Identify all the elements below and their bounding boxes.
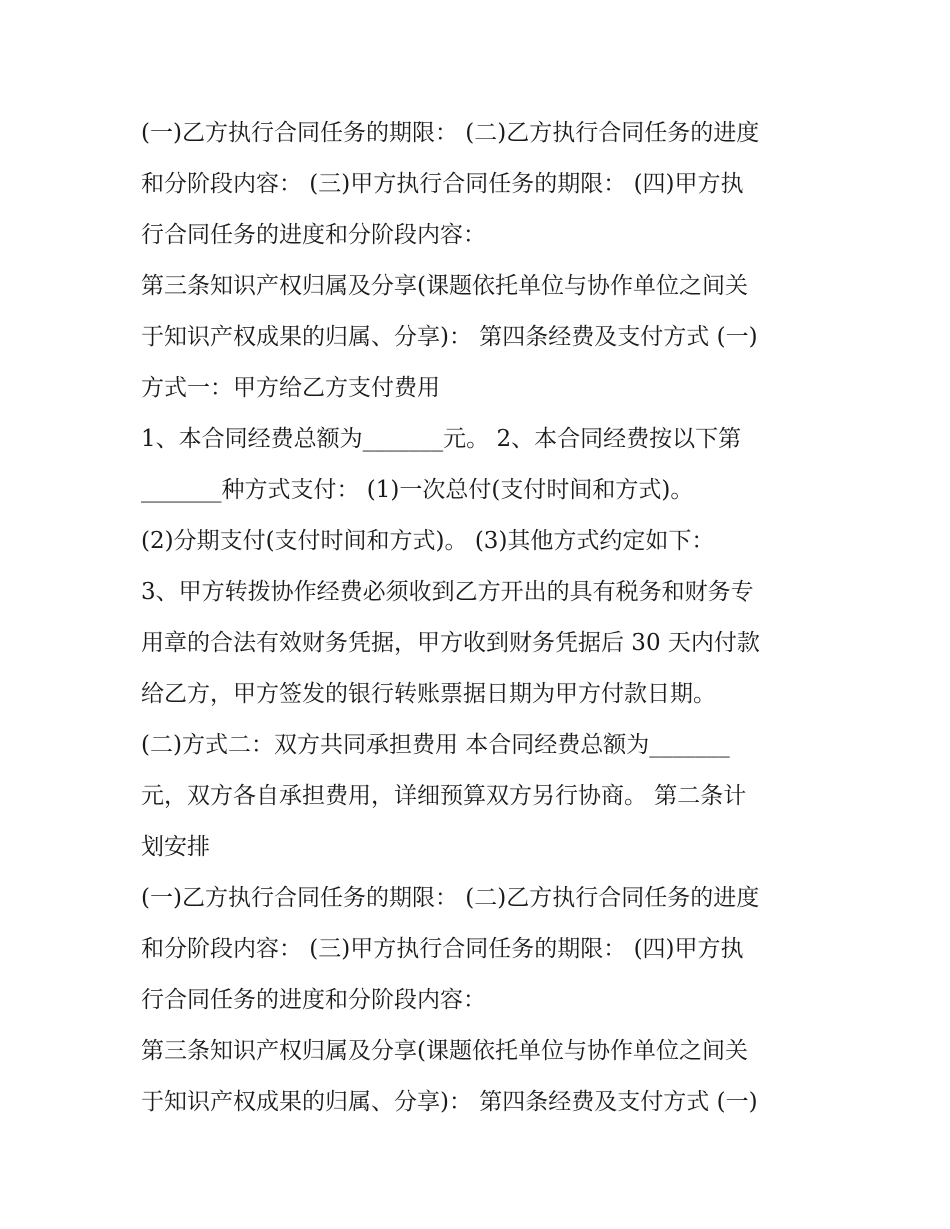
- text-line: 用章的合法有效财务凭据，甲方收到财务凭据后 30 天内付款: [141, 630, 760, 656]
- text-line: (一)乙方执行合同任务的期限： (二)乙方执行合同任务的进度: [141, 120, 760, 146]
- text-line: (2)分期支付(支付时间和方式)。 (3)其他方式约定如下：: [141, 528, 715, 554]
- text-line: (二)方式二：双方共同承担费用 本合同经费总额为_______: [141, 732, 730, 758]
- document-body: [141, 108, 821, 1128]
- text-line: 行合同任务的进度和分阶段内容：: [141, 222, 486, 248]
- text-line: 3、甲方转拨协作经费必须收到乙方开出的具有税务和财务专: [141, 579, 754, 605]
- text-line: 于知识产权成果的归属、分享)： 第四条经费及支付方式 (一): [141, 1089, 758, 1115]
- text-line: _______种方式支付： (1)一次总付(支付时间和方式)。: [141, 477, 694, 503]
- text-line: 1、本合同经费总额为_______元。 2、本合同经费按以下第: [141, 426, 742, 452]
- text-line: 给乙方，甲方签发的银行转账票据日期为甲方付款日期。: [141, 681, 716, 707]
- text-line: 行合同任务的进度和分阶段内容：: [141, 987, 486, 1013]
- text-line: 和分阶段内容： (三)甲方执行合同任务的期限： (四)甲方执: [141, 936, 744, 962]
- text-line: (一)乙方执行合同任务的期限： (二)乙方执行合同任务的进度: [141, 885, 760, 911]
- text-line: 方式一：甲方给乙方支付费用: [141, 375, 440, 401]
- text-line: 划安排: [141, 834, 210, 860]
- text-line: 第三条知识产权归属及分享(课题依托单位与协作单位之间关: [141, 273, 748, 299]
- text-line: 第三条知识产权归属及分享(课题依托单位与协作单位之间关: [141, 1038, 748, 1064]
- text-line: 于知识产权成果的归属、分享)： 第四条经费及支付方式 (一): [141, 324, 758, 350]
- text-line: 和分阶段内容： (三)甲方执行合同任务的期限： (四)甲方执: [141, 171, 744, 197]
- text-line: 元，双方各自承担费用，详细预算双方另行协商。 第二条计: [141, 783, 747, 809]
